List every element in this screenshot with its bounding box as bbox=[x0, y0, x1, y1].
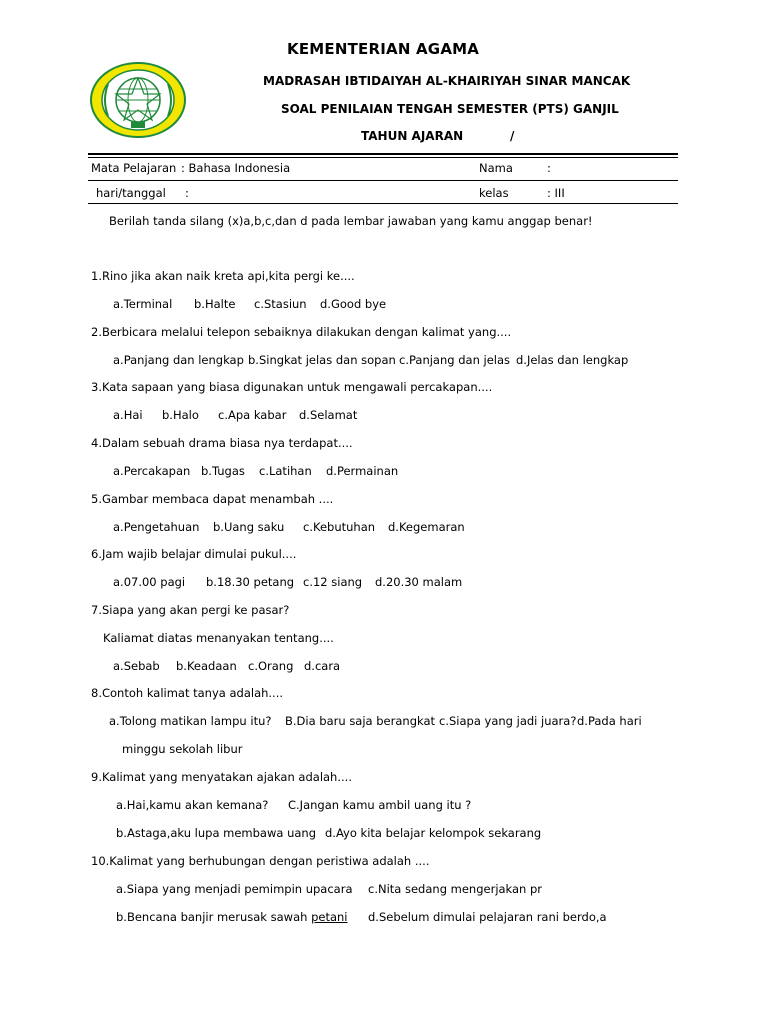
question-4: 4.Dalam sebuah drama biasa nya terdapat.... bbox=[91, 436, 353, 450]
q5-option-a: a.Pengetahuan bbox=[113, 520, 200, 534]
ministry-title: KEMENTERIAN AGAMA bbox=[287, 40, 480, 58]
q1-option-c: c.Stasiun bbox=[254, 297, 307, 311]
q5-option-b: b.Uang saku bbox=[213, 520, 285, 534]
exam-title: SOAL PENILAIAN TENGAH SEMESTER (PTS) GANJIL bbox=[281, 102, 619, 116]
q8-option-d: d.Pada hari bbox=[577, 714, 642, 728]
instruction-text: Berilah tanda silang (x)a,b,c,dan d pada lembar jawaban yang kamu anggap benar! bbox=[109, 214, 593, 228]
date-label: hari/tanggal bbox=[96, 186, 166, 200]
q8-option-d-continuation: minggu sekolah libur bbox=[122, 742, 243, 756]
q3-option-a: a.Hai bbox=[113, 408, 143, 422]
q2-option-a: a.Panjang dan lengkap bbox=[113, 353, 244, 367]
subject-label: Mata Pelajaran bbox=[91, 161, 177, 175]
q1-option-b: b.Halte bbox=[194, 297, 236, 311]
info-row-divider bbox=[88, 180, 678, 181]
q9-option-a: a.Hai,kamu akan kemana? bbox=[116, 798, 269, 812]
academic-year-slash: / bbox=[510, 129, 515, 143]
subject-value: : Bahasa Indonesia bbox=[181, 161, 291, 175]
q3-option-c: c.Apa kabar bbox=[218, 408, 287, 422]
q10-option-a: a.Siapa yang menjadi pemimpin upacara bbox=[116, 882, 353, 896]
question-6: 6.Jam wajib belajar dimulai pukul.... bbox=[91, 547, 297, 561]
q6-option-d: d.20.30 malam bbox=[375, 575, 463, 589]
q5-option-d: d.Kegemaran bbox=[388, 520, 465, 534]
madrasah-logo bbox=[88, 60, 188, 140]
q4-option-a: a.Percakapan bbox=[113, 464, 191, 478]
q2-option-c: c.Panjang dan jelas bbox=[399, 353, 511, 367]
q10-option-b-text: b.Bencana banjir merusak sawah bbox=[116, 910, 312, 924]
class-label: kelas bbox=[479, 186, 509, 200]
q5-option-c: c.Kebutuhan bbox=[303, 520, 376, 534]
q9-option-b: b.Astaga,aku lupa membawa uang bbox=[116, 826, 317, 840]
class-value: : III bbox=[547, 186, 565, 200]
q4-option-d: d.Permainan bbox=[326, 464, 399, 478]
q6-option-a: a.07.00 pagi bbox=[113, 575, 186, 589]
q10-option-b bbox=[116, 910, 347, 924]
q6-option-b: b.18.30 petang bbox=[206, 575, 295, 589]
q9-option-c: C.Jangan kamu ambil uang itu ? bbox=[288, 798, 472, 812]
q10-option-c: c.Nita sedang mengerjakan pr bbox=[368, 882, 543, 896]
question-7-subtext: Kaliamat diatas menanyakan tentang.... bbox=[103, 631, 334, 645]
q4-option-b: b.Tugas bbox=[201, 464, 245, 478]
question-8: 8.Contoh kalimat tanya adalah.... bbox=[91, 686, 284, 700]
q7-option-b: b.Keadaan bbox=[176, 659, 237, 673]
q8-option-a: a.Tolong matikan lampu itu? bbox=[109, 714, 272, 728]
name-label: Nama bbox=[479, 161, 513, 175]
q1-option-d: d.Good bye bbox=[320, 297, 387, 311]
q7-option-d: d.cara bbox=[304, 659, 341, 673]
header-rule-thick bbox=[88, 153, 678, 155]
q1-option-a: a.Terminal bbox=[113, 297, 173, 311]
q2-option-b: b.Singkat jelas dan sopan bbox=[248, 353, 396, 367]
question-5: 5.Gambar membaca dapat menambah .... bbox=[91, 492, 334, 506]
q6-option-c: c.12 siang bbox=[303, 575, 363, 589]
info-bottom-rule bbox=[88, 203, 678, 204]
q2-option-d: d.Jelas dan lengkap bbox=[516, 353, 629, 367]
q3-option-d: d.Selamat bbox=[299, 408, 358, 422]
q9-option-d: d.Ayo kita belajar kelompok sekarang bbox=[325, 826, 542, 840]
question-10: 10.Kalimat yang berhubungan dengan peristiwa adalah .... bbox=[91, 854, 430, 868]
q4-option-c: c.Latihan bbox=[259, 464, 312, 478]
school-name: MADRASAH IBTIDAIYAH AL-KHAIRIYAH SINAR MANCAK bbox=[263, 74, 631, 88]
q7-option-c: c.Orang bbox=[248, 659, 294, 673]
q8-option-b: B.Dia baru saja berangkat bbox=[285, 714, 436, 728]
q10-option-d: d.Sebelum dimulai pelajaran rani berdo,a bbox=[368, 910, 607, 924]
date-colon: : bbox=[185, 186, 189, 200]
q10-option-b-underlined-word: petani bbox=[311, 910, 348, 924]
academic-year-label: TAHUN AJARAN bbox=[361, 129, 464, 143]
question-1: 1.Rino jika akan naik kreta api,kita pergi ke.... bbox=[91, 269, 355, 283]
q7-option-a: a.Sebab bbox=[113, 659, 160, 673]
question-9: 9.Kalimat yang menyatakan ajakan adalah.... bbox=[91, 770, 352, 784]
question-7: 7.Siapa yang akan pergi ke pasar? bbox=[91, 603, 290, 617]
name-colon: : bbox=[547, 161, 551, 175]
q8-option-c: c.Siapa yang jadi juara? bbox=[439, 714, 577, 728]
question-2: 2.Berbicara melalui telepon sebaiknya dilakukan dengan kalimat yang.... bbox=[91, 325, 512, 339]
question-3: 3.Kata sapaan yang biasa digunakan untuk mengawali percakapan.... bbox=[91, 380, 493, 394]
q3-option-b: b.Halo bbox=[162, 408, 199, 422]
header-rule-thin bbox=[88, 157, 678, 158]
